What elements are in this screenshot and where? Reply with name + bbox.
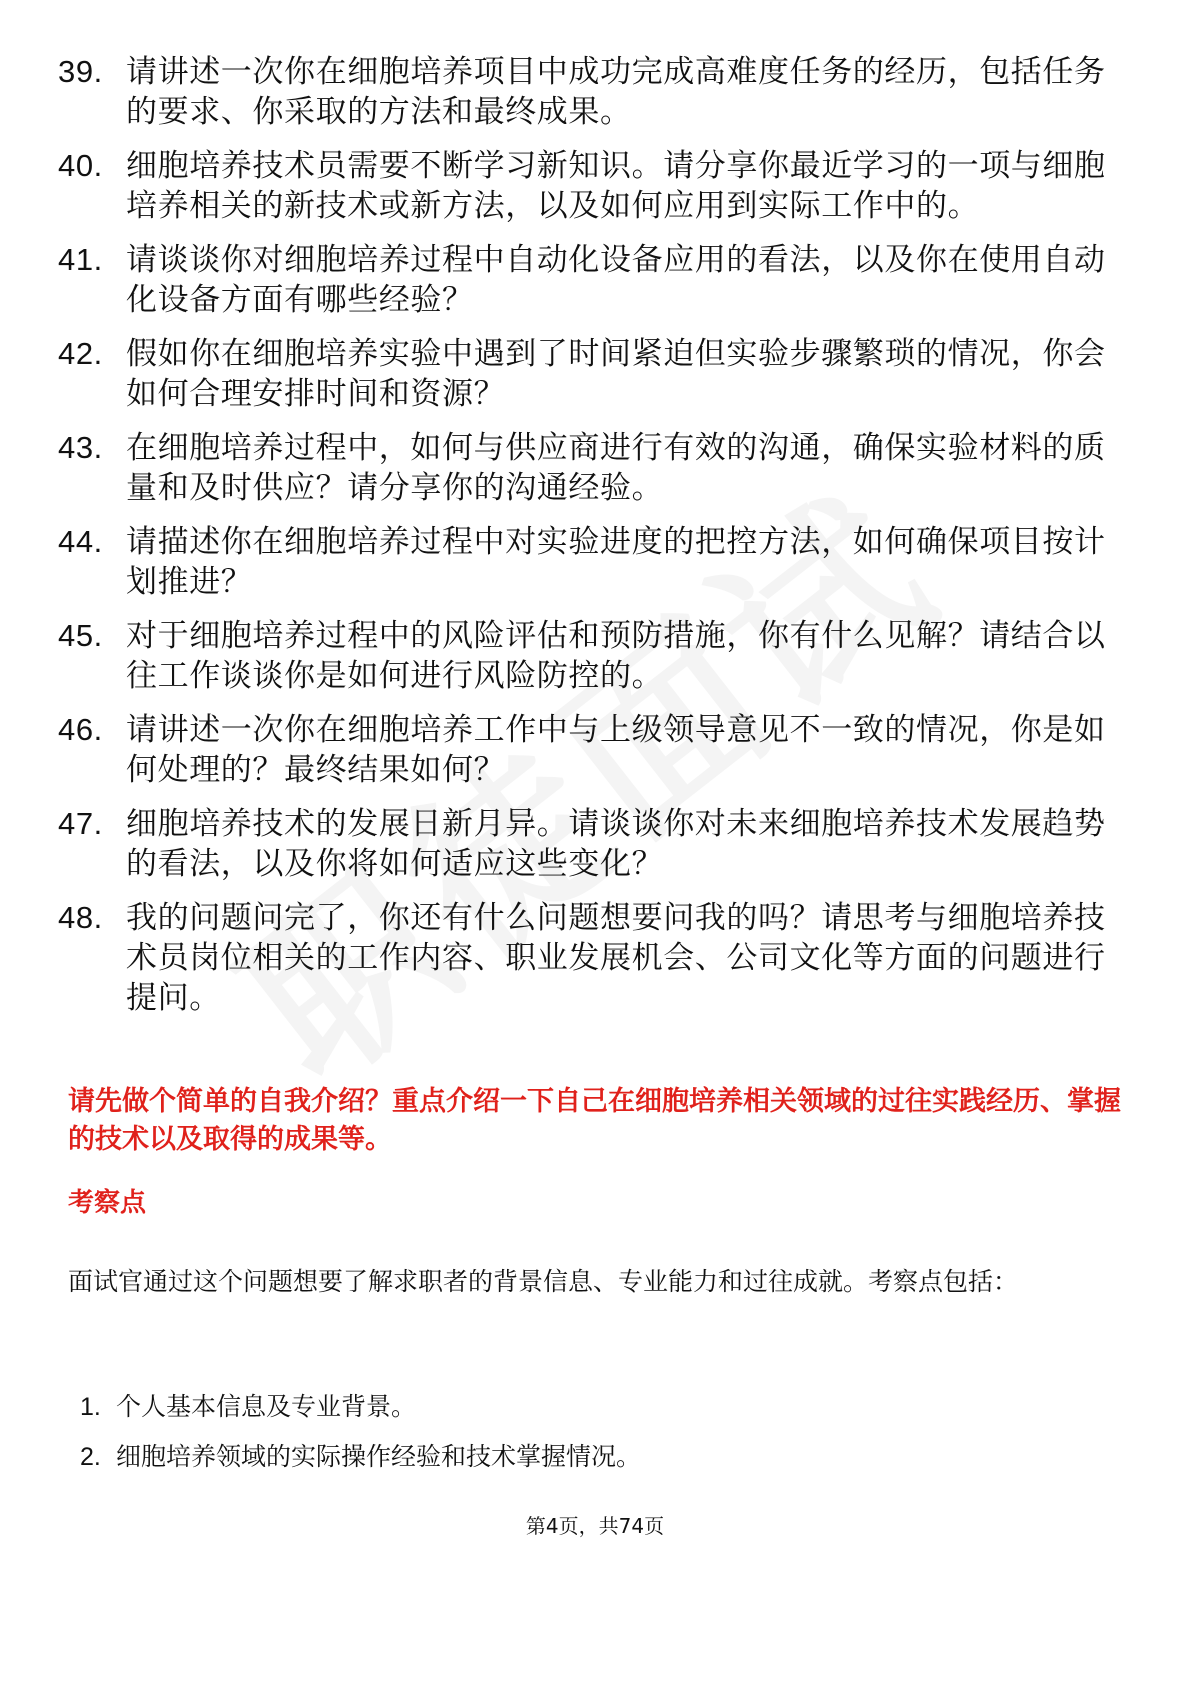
question-number: 45. (58, 618, 103, 653)
question-number: 41. (58, 242, 103, 277)
question-number: 39. (58, 54, 103, 89)
question-number: 40. (58, 148, 103, 183)
question-text: 假如你在细胞培养实验中遇到了时间紧迫但实验步骤繁琐的情况，你会如何合理安排时间和资源？ (126, 336, 1106, 412)
question-item (58, 522, 1118, 602)
question-number: 43. (58, 430, 103, 465)
point-text: 细胞培养领域的实际操作经验和技术掌握情况。 (116, 1442, 642, 1471)
section-paragraph: 面试官通过这个问题想要了解求职者的背景信息、专业能力和过往成就。考察点包括： (68, 1267, 1019, 1296)
question-text: 对于细胞培养过程中的风险评估和预防措施，你有什么见解？请结合以往工作谈谈你是如何进行风险防控的。 (126, 618, 1106, 694)
question-text: 请讲述一次你在细胞培养项目中成功完成高难度任务的经历，包括任务的要求、你采取的方法和最终成果。 (126, 54, 1106, 130)
point-item (80, 1440, 641, 1474)
question-text: 请讲述一次你在细胞培养工作中与上级领导意见不一致的情况，你是如何处理的？最终结果如何？ (126, 712, 1106, 788)
point-text: 个人基本信息及专业背景。 (116, 1392, 417, 1421)
point-item (80, 1390, 641, 1424)
question-text: 请谈谈你对细胞培养过程中自动化设备应用的看法，以及你在使用自动化设备方面有哪些经验？ (126, 242, 1106, 318)
question-text: 细胞培养技术的发展日新月异。请谈谈你对未来细胞培养技术发展趋势的看法，以及你将如何适应这些变化？ (126, 806, 1106, 882)
question-text: 在细胞培养过程中，如何与供应商进行有效的沟通，确保实验材料的质量和及时供应？请分享你的沟通经验。 (126, 430, 1106, 506)
question-number: 48. (58, 900, 103, 935)
question-list (58, 52, 1118, 1032)
question-item (58, 804, 1118, 884)
question-number: 46. (58, 712, 103, 747)
point-list (80, 1390, 641, 1490)
point-number: 2. (80, 1443, 101, 1471)
question-item (58, 616, 1118, 696)
question-number: 44. (58, 524, 103, 559)
question-item (58, 146, 1118, 226)
highlighted-question: 请先做个简单的自我介绍？重点介绍一下自己在细胞培养相关领域的过往实践经历、掌握的技术以及取得的成果等。 (68, 1086, 1121, 1155)
question-number: 42. (58, 336, 103, 371)
point-number: 1. (80, 1393, 101, 1421)
question-text: 我的问题问完了，你还有什么问题想要问我的吗？请思考与细胞培养技术员岗位相关的工作内容、职业发展机会、公司文化等方面的问题进行提问。 (126, 900, 1106, 1016)
page-footer: 第4页，共74页 (525, 1514, 665, 1538)
question-item (58, 52, 1118, 132)
question-item (58, 428, 1118, 508)
question-item (58, 240, 1118, 320)
question-item (58, 710, 1118, 790)
section-title: 考察点 (68, 1188, 147, 1218)
question-text: 细胞培养技术员需要不断学习新知识。请分享你最近学习的一项与细胞培养相关的新技术或新方法，以及如何应用到实际工作中的。 (126, 148, 1106, 224)
question-item (58, 898, 1118, 1018)
question-item (58, 334, 1118, 414)
question-number: 47. (58, 806, 103, 841)
question-text: 请描述你在细胞培养过程中对实验进度的把控方法，如何确保项目按计划推进？ (126, 524, 1106, 600)
